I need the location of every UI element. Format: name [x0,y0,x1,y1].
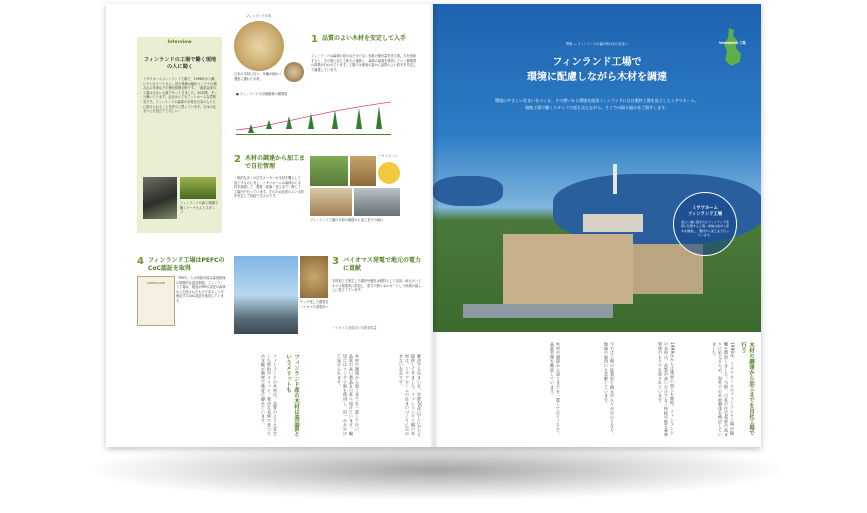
section3-note: バイオマス発電所の年間発電量 [332,326,377,330]
misawa-badge-icon [378,162,400,184]
left-page [106,4,433,447]
tree-icon [332,110,338,129]
hero-subtitle-line1: 環境にやさしい住まいをつくる、その想いから環境先進国フィンランドに自社製材工場を設立したミサワホーム。 [495,98,699,103]
section2-title: 木材の調達から加工まで自社管理 [245,155,306,170]
left-column-2: 木材の調達から加工までを一貫して行い、品質の高い製品を日本へ届けています。輸送にはコンテナ船を使用し、約一か月かけて届けられます。 [337,354,360,436]
hero-aerial-photo [433,4,761,332]
magazine-spread [106,4,761,447]
section1-title: 品質のよい木材を安定して入手 [322,35,407,42]
hero-title-line2: 環境に配慮しながら木材を調達 [527,72,667,83]
tree-icon [248,124,254,133]
tree-icon [376,106,382,129]
interview-box [137,37,222,233]
right-page [433,4,761,447]
section2-caption: フィンランド工場の木材の調達から加工までの流れ [310,218,384,222]
left-column-1: 解決する住まいを、実際20年以上にわたり提供してきました。フィンランド工場の木材は、ミサワホームの住まいづくりに欠かせない存在です。 [399,354,422,438]
left-vertical-heading: フィンランド産の木材は高品質というメリットも [285,354,299,437]
truck-photo [354,188,400,216]
section2-badge: ミサワホーム [378,154,398,158]
interview-tag: Interview [167,40,192,45]
interview-caption: フィンランドの森と現場で働くリーナさんとスタッフ [180,201,218,215]
hero-title-line1: フィンランド工場で [552,57,642,68]
tree-icon [356,108,362,129]
section2-text: 一般的な多くの住宅メーカーが木材を購入して加工するのに対し、ミサワホームは森林から木材を調達して、製材・乾燥・加工まで一貫して工場内で行っています。そのため品質のよい木材を安定して供給できるのです。 [234,176,304,199]
right-column-3: 今では工場の従業員も地元の人々が中心となり、地域の雇用にも貢献しています。 [604,342,615,437]
chimney [613,164,617,194]
log-caption: 日本の木材に比べ、年輪が細かく強度に優れた木材。 [234,72,282,81]
certificate-label: CERTIFICATE [147,281,165,285]
planting-cycle-chart [236,98,391,135]
pefc-certificate-image [137,276,175,326]
log-label: フィンランドの木 [246,14,272,18]
biomass-plant-photo [234,256,298,334]
factory-badge [673,192,737,256]
logs-photo [350,156,376,186]
finland-map-icon [721,26,745,68]
interview-photo [143,177,177,219]
lake-area [433,176,503,206]
section1-text: フィンランドは森林が豊かなだけでなく有数の保有量を誇る国。木を伐採すると、その数に応じて新たに植林し、森林の資源を維持していく循環型の林業が行われています。工場では地域の森から品質のよい原木を安定して調達しています。 [311,54,417,72]
lumber-photo [310,188,352,216]
forest-photo [310,156,348,186]
right-column-2: 1999年からは建材の加工も開始。フィンランドの木材は、品質が高いだけでなく持続可能な森林管理のもとで生産されています。 [658,342,675,437]
interview-body: ミサワホームフィンランド工場で、1996年から働いているリーナさん。担当業務は輸出コンテナの積み込み作業などの梱包管理全般です。「創業以来の工場は少ない人数でやってきました。20年間、ずっと働いています。会社はとてもアットホームな雰囲気です。フィンランドの森林の木材を日本の人たちに届けられることを誇りに思っています。日本の住まいにも役立ててほしい」 [143,77,217,114]
section3-title: バイオマス発電で地元の電力に貢献 [343,257,421,272]
log-small-image [284,62,304,82]
map-label: Vehkalahti 工場 [719,41,746,45]
section2-number: 2 [234,154,241,165]
wood-chips-photo [300,256,328,298]
right-column-4: 木材の調達から加工までを一貫して行うことで、品質管理を徹底しています。 [550,342,561,437]
factory-badge-title [674,206,736,218]
section4-number: 4 [137,256,144,267]
section1-number: 1 [311,34,318,45]
tree-icon [286,116,292,129]
tree-icon [266,120,272,129]
chart-caption: ● フィンランドの計画植林の循環図 [236,92,288,96]
right-vertical-heading: 木材の調達から加工までを自社工場で行う [740,342,754,436]
hero-subtitle-line2: 現地工場で働くスタッフの話も交えながら、そこでの取り組みをご紹介します。 [525,105,669,110]
tree-icon [308,113,314,129]
section4-title: フィンランド工場はPEFCのCoC認証を取得 [148,257,225,272]
hero-kicker: 特集 ― フィンランドの森が育む木の住まい [565,42,629,46]
section3-text: 木材加工で発生した端材や樹皮は燃料として活用。地元のバイオマス発電所に供給し、電力や熱エネルギーとして地域の暮らしに役立てています。 [332,279,422,293]
lumber-yard [503,234,633,304]
factory-badge-title-line2: フィンランド工場 [687,212,723,217]
log-cross-section-image [234,21,284,71]
left-column-3: フィンランドの木材は、品質のよさと安定した供給がメリット。寒冷な気候で育つため年輪が緻密で強度に優れています。 [261,354,278,436]
section4-text: 「PEFC」とは持続可能な森林管理の国際的な認証制度。フィンランド工場は、製品がPEFC認証の森林から生産されたものであることを保証するCoC認証を取得しています。 [176,276,226,303]
section3-number: 3 [332,256,339,267]
factory-badge-title-line1: ミサワホーム [692,206,718,211]
spread-gutter [429,4,439,447]
road [463,304,613,318]
spread-shadow [92,440,782,500]
factory-roof [583,214,643,232]
factory-badge-text: 美しい湖に囲まれたフィンランド東部に位置する工場。地域の森から原木を調達し、製材から加工まで行っています。 [681,220,730,237]
interview-title: フィンランドの工場で働く現地の人に聞く [143,57,217,70]
interview-photo-staff [180,177,216,199]
section3-caption: チップ化した端材をバイオマス発電所へ [300,300,329,309]
right-column-1: 1990年、ミサワホームのフィンランド工場が稼働を開始しました。当時、日本の住宅需要の高まりに応えるため、海外での木材調達を検討していました。 [712,342,735,437]
